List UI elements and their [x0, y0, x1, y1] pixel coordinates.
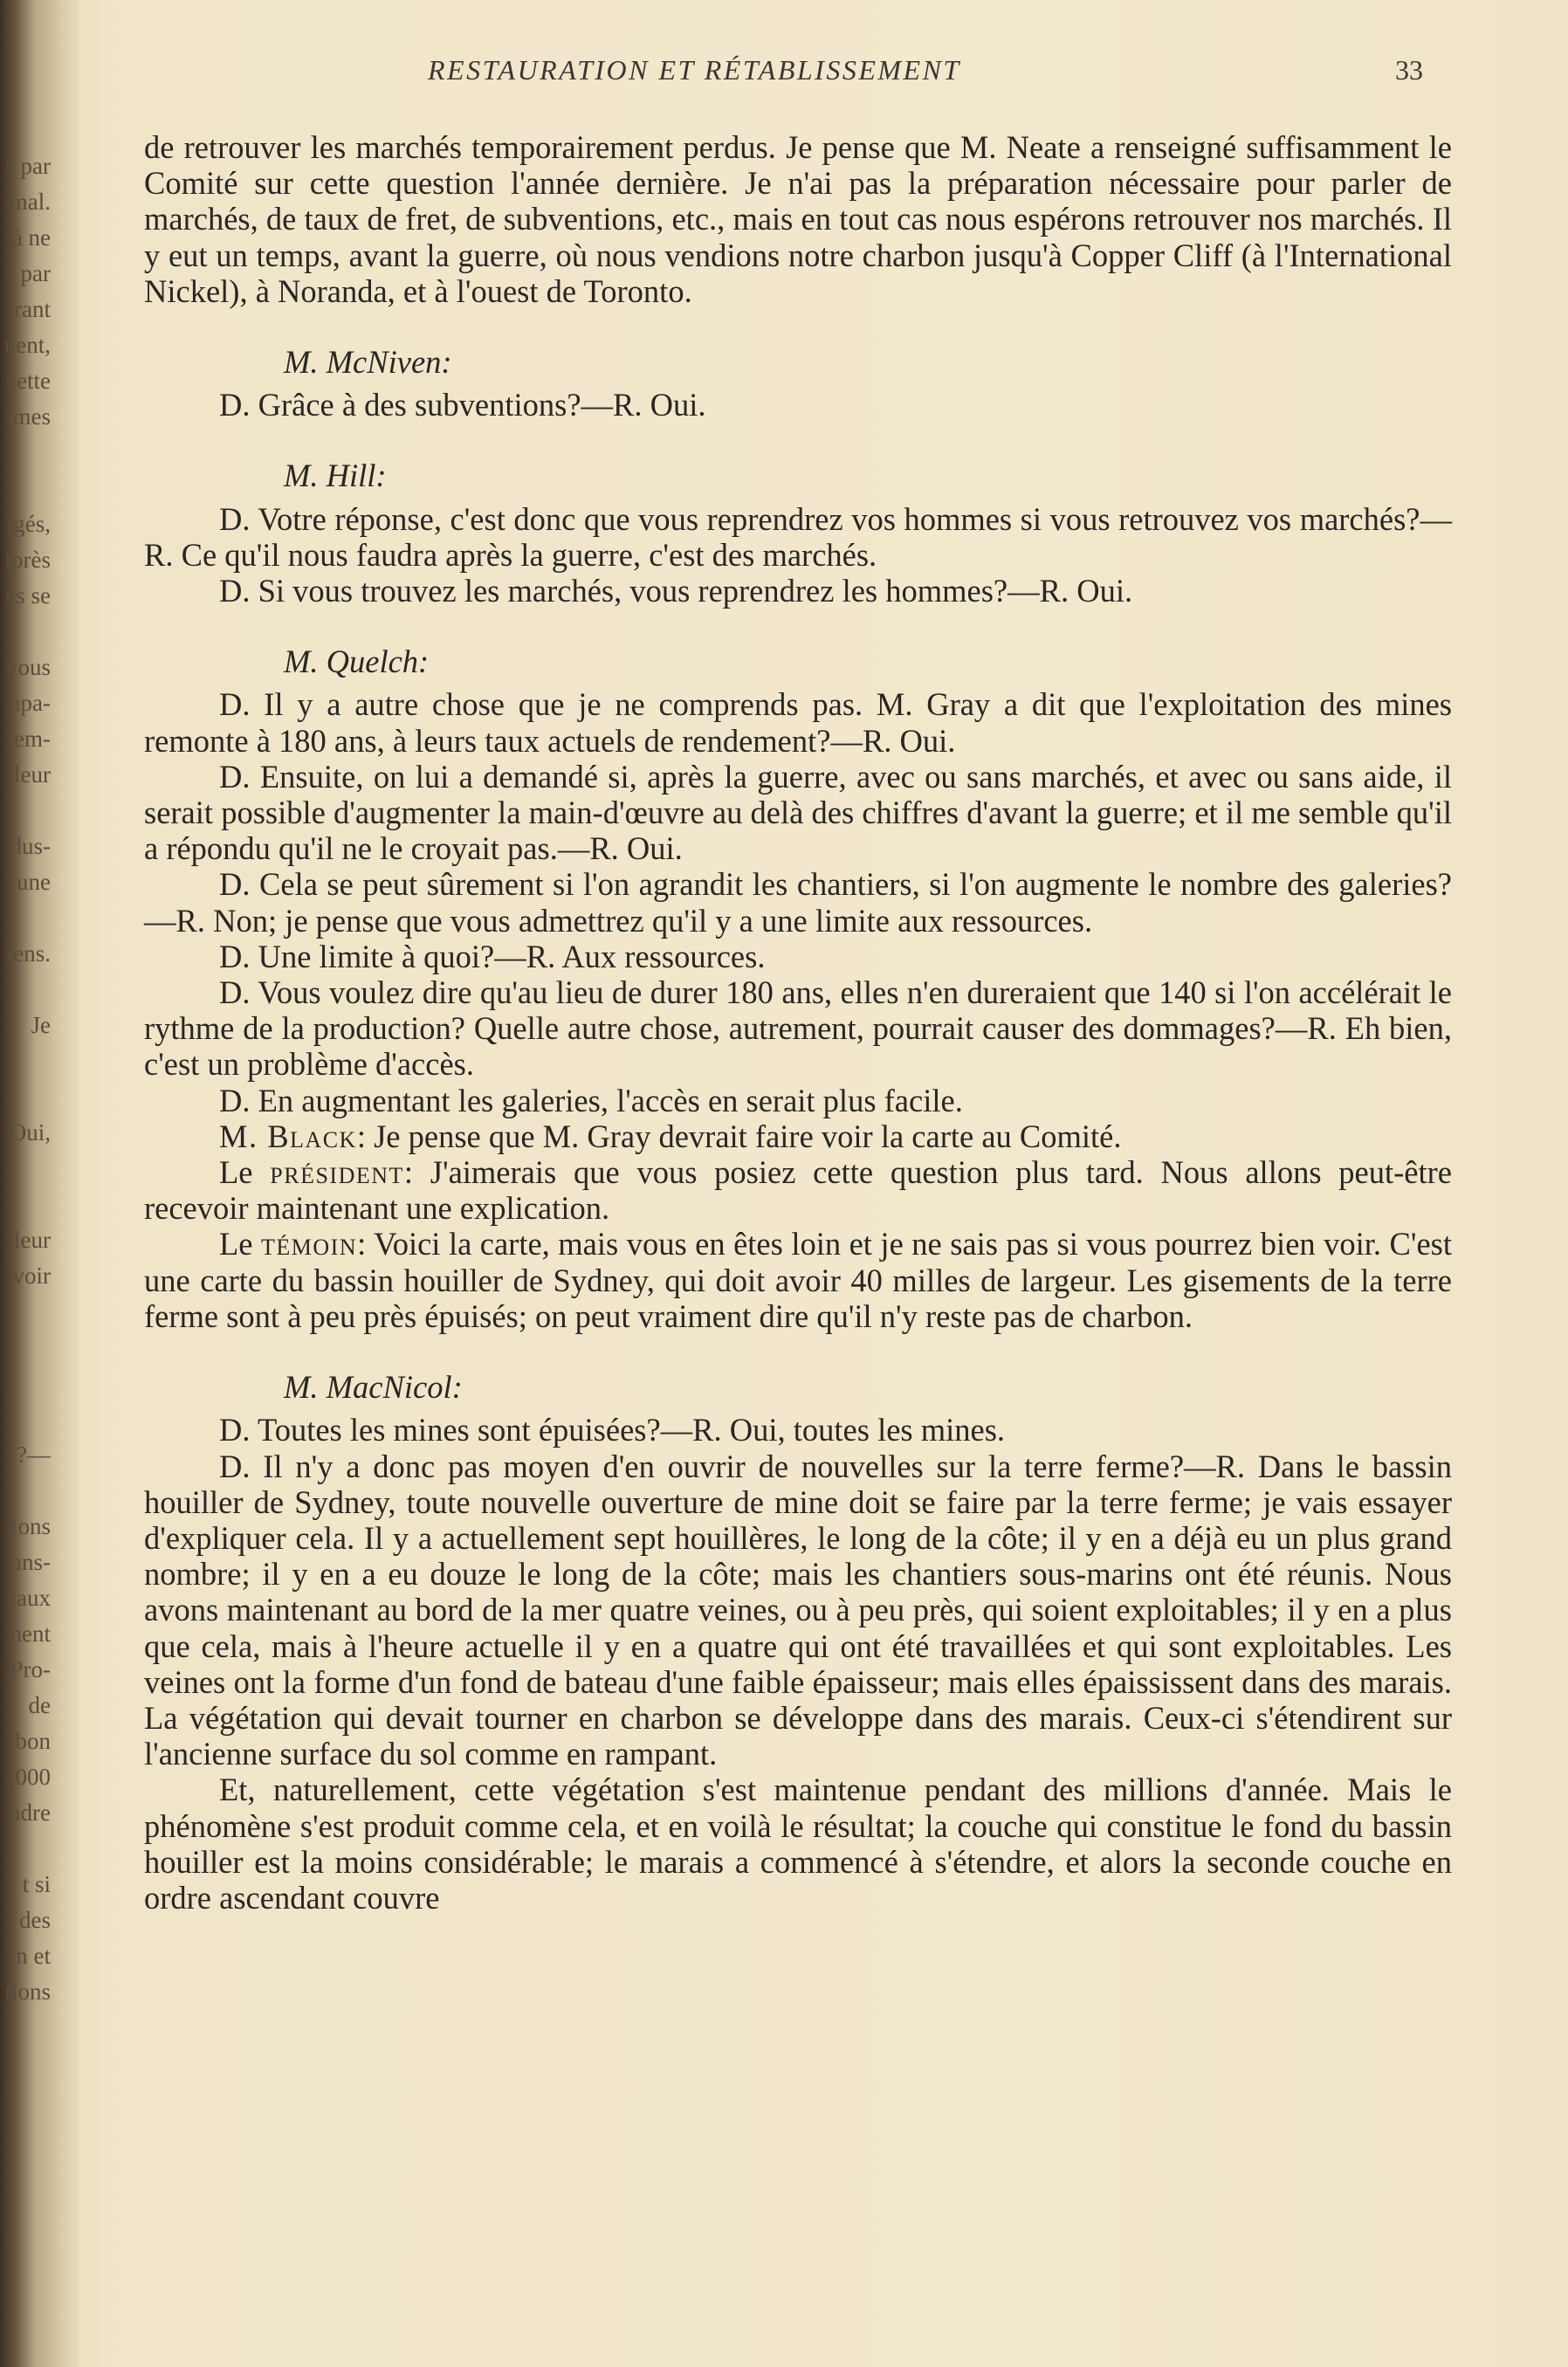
paragraph: D. Ensuite, on lui a demandé si, après la guerre, avec ou sans marchés, et avec ou sans aide, il serait possible d'augmenter la main-d'œuvre au delà des chiffres d'avant la guerre; et il me semble qu'il a répondu qu'il ne le croyait pas.—R. Oui.	[144, 758, 1452, 867]
facing-page-fragment	[0, 435, 51, 471]
facing-page-fragment: Pro-	[10, 1656, 51, 1682]
paragraph: D. Il n'y a donc pas moyen d'en ouvrir de nouvelles sur la terre ferme?—R. Dans le bassin houiller de Sydney, toute nouvelle ouverture de mine doit se faire par la terre ferme; je vais essayer d'expliquer cela. Il y a actuellement sept houillères, le long de la côte; il y en a déjà eu un plus grand nombre; il y en a eu douze le long de la côte; mais les chantiers sous-marins ont été réunis. Nous avons maintenant au bord de la mer quatre veines, ou à peu près, qui soient exploitables; il y en a plus que cela, mais à l'heure actuelle il y en a quatre qui ont été travaillées et qui sont exploitables. Les veines ont la forme d'un fond de bateau d'une faible épaisseur; mais elles épaississent dans des marais. La végétation qui devait tourner en charbon se développe dans des marais. Ceux-ci s'étendirent sur l'ancienne surface du sol comme en rampant.	[144, 1448, 1452, 1772]
facing-page-fragment: voir	[12, 1263, 51, 1289]
paragraph: Et, naturellement, cette végétation s'est maintenue pendant des millions d'année. Mais le phénomène s'est produit comme cela, et en voilà le résultat; la couche qui constitue le fond du bassin houiller est la moins considérable; le marais a commencé à s'étendre, et alors la seconde couche en ordre ascendant couvre	[144, 1772, 1452, 1916]
facing-page-fragment: leur	[14, 1227, 51, 1253]
facing-page-fragment: de	[28, 1692, 51, 1718]
facing-page-fragment: nent,	[3, 332, 51, 358]
facing-page-fragment	[0, 1401, 51, 1437]
facing-page-fragment	[0, 972, 51, 1008]
facing-page-fragment: leur	[14, 761, 51, 788]
facing-page-fragment: és se	[5, 582, 51, 609]
speaker-name: témoin	[261, 1226, 358, 1263]
facing-page-fragment: saux	[7, 1585, 51, 1611]
facing-page-fragment	[0, 1079, 51, 1115]
facing-page-fragment: rant	[14, 296, 51, 322]
facing-page-fragments	[0, 148, 51, 2010]
facing-page-fragment	[0, 1187, 51, 1222]
facing-page-fragment: dus-	[10, 833, 51, 859]
speech-text: : Voici la carte, mais vous en êtes loin et je ne sais pas si vous pourrez bien voir. C'est une carte du bassin houiller de Sydney, qui doit avoir 40 milles de largeur. Les gisements de la terre ferme sont à peu près épuisés; on peut vraiment dire qu'il n'y reste pas de charbon.	[144, 1226, 1452, 1334]
facing-page-fragment: ans-	[11, 1549, 51, 1575]
paragraph	[144, 1118, 1452, 1154]
paragraph: D. Toutes les mines sont épuisées?—R. Oui, toutes les mines.	[219, 1412, 1006, 1448]
paragraph: D. Grâce à des subventions?—R. Oui.	[219, 387, 706, 423]
facing-page-fragment: vous	[5, 654, 51, 680]
facing-page-fragment: em-	[14, 726, 51, 752]
speaker-heading: M. Quelch:	[284, 643, 430, 680]
facing-page-fragment	[0, 471, 51, 506]
facing-page-fragment: n et	[16, 1943, 51, 1969]
facing-page-fragment	[0, 1473, 51, 1509]
facing-page-fragment: tions	[4, 1978, 51, 2005]
facing-page-fragment: bon	[15, 1728, 51, 1754]
speaker-prefix: Le	[219, 1226, 261, 1263]
facing-page-fragment: t si	[22, 1871, 51, 1897]
speaker-prefix: Le	[219, 1154, 271, 1191]
facing-page-fragment: tens.	[6, 940, 51, 967]
facing-page-fragment	[0, 1043, 51, 1079]
facing-page-fragment: à ne	[11, 224, 51, 251]
facing-page-fragment: npa-	[9, 690, 51, 716]
speaker-heading: M. MacNicol:	[284, 1369, 463, 1406]
paragraph: D. Cela se peut sûrement si l'on agrandit les chantiers, si l'on augmente le nombre des galeries?—R. Non; je pense que vous admettrez qu'il y a une limite aux ressources.	[144, 866, 1452, 939]
speech-text: : J'aimerais que vous posiez cette question plus tard. Nous allons peut-être recevoir maintenant une explication.	[144, 1154, 1452, 1227]
facing-page-fragment	[0, 614, 51, 650]
facing-page-fragment: nent	[10, 1620, 51, 1647]
page-body	[144, 129, 1452, 1916]
running-head: RESTAURATION ET RÉTABLISSEMENT	[428, 54, 961, 86]
facing-page-fragment	[0, 1151, 51, 1187]
facing-page-fragment	[0, 900, 51, 936]
facing-page-fragment: rgés,	[5, 511, 51, 537]
paragraph	[144, 1226, 1452, 1334]
facing-page-fragment	[0, 1294, 51, 1330]
facing-page-fragment	[0, 1366, 51, 1401]
speaker-name: M. Black	[219, 1118, 357, 1154]
paragraph: de retrouver les marchés temporairement perdus. Je pense que M. Neate a renseigné suffisamment le Comité sur cette question l'année dernière. Je n'ai pas la préparation nécessaire pour parler de marchés, de taux de fret, de subventions, etc., mais en tout cas nous espérons retrouver nos marchés. Il y eut un temps, avant la guerre, où nous vendions notre charbon jusqu'à Copper Cliff (à l'International Nickel), à Noranda, et à l'ouest de Toronto.	[144, 129, 1452, 309]
facing-page-fragment: des	[19, 1907, 51, 1933]
speech-text: : Je pense que M. Gray devrait faire voir la carte au Comité.	[356, 1118, 1122, 1154]
paragraph: D. Votre réponse, c'est donc que vous reprendrez vos hommes si vous retrouvez vos marchés?—R. Ce qu'il nous faudra après la guerre, c'est des marchés.	[144, 500, 1452, 573]
paragraph: D. Si vous trouvez les marchés, vous reprendrez les hommes?—R. Oui.	[219, 573, 1133, 609]
facing-page-fragment: cette	[6, 368, 51, 394]
facing-page-fragment	[0, 1831, 51, 1867]
facing-page-fragment: s par	[5, 153, 51, 179]
facing-page-fragment: ,000	[9, 1764, 51, 1790]
facing-page-fragment: iprès	[4, 547, 51, 573]
page-number: 33	[1395, 54, 1423, 86]
facing-page-fragment: par	[20, 260, 51, 286]
paragraph: D. Une limite à quoi?—R. Aux ressources.	[219, 938, 766, 974]
facing-page-fragment: Je	[31, 1012, 51, 1038]
facing-page-fragment: mal.	[9, 189, 51, 215]
facing-page-fragment: ndre	[9, 1799, 51, 1826]
speaker-heading: M. Hill:	[284, 458, 387, 494]
facing-page-fragment: mes	[12, 403, 51, 430]
facing-page-fragment: ions	[10, 1513, 51, 1539]
facing-page-fragment	[0, 793, 51, 829]
speaker-heading: M. McNiven:	[284, 344, 452, 381]
facing-page-fragment: une	[17, 869, 51, 895]
facing-page-fragment	[0, 1330, 51, 1366]
facing-page-fragment: Oui,	[9, 1119, 51, 1146]
facing-page-fragment: :?—	[10, 1442, 51, 1468]
paragraph	[144, 1154, 1452, 1226]
paragraph: D. En augmentant les galeries, l'accès en serait plus facile.	[219, 1082, 963, 1118]
paragraph: D. Il y a autre chose que je ne comprends pas. M. Gray a dit que l'exploitation des mines remonte à 180 ans, à leurs taux actuels de rendement?—R. Oui.	[144, 686, 1452, 759]
speaker-name: président	[270, 1154, 404, 1191]
paragraph: D. Vous voulez dire qu'au lieu de durer 180 ans, elles n'en dureraient que 140 si l'on accélérait le rythme de la production? Quelle autre chose, autrement, pourrait causer des dommages?—R. Eh bien, c'est un problème d'accès.	[144, 974, 1452, 1083]
